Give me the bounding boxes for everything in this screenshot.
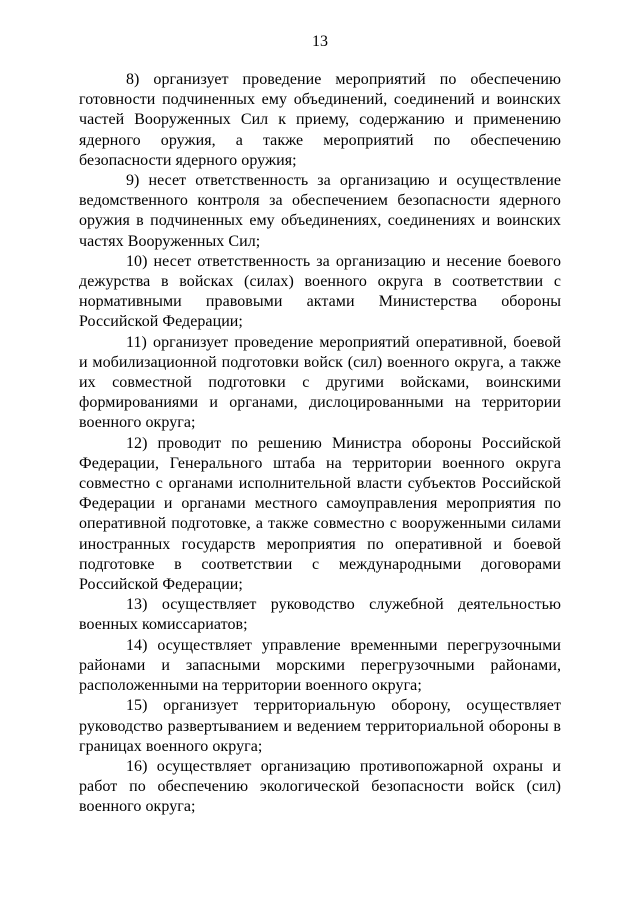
document-body bbox=[79, 70, 561, 818]
list-item: 16) осуществляет организацию противопожарной охраны и работ по обеспечению экологической безопасности войск (сил) военного округа; bbox=[79, 757, 561, 816]
list-item: 13) осуществляет руководство служебной деятельностью военных комиссариатов; bbox=[79, 596, 561, 634]
list-item: 11) организует проведение мероприятий оперативной, боевой и мобилизационной подготовки войск (сил) военного округа, а также их совместной подготовки с другими войсками, воинскими формированиями и органами, дислоцированными на территории военного округа; bbox=[79, 333, 561, 432]
list-item: 15) организует территориальную оборону, осуществляет руководство развертыванием и ведением территориальной обороны в границах военного округа; bbox=[79, 697, 561, 755]
list-item: 14) осуществляет управление временными перегрузочными районами и запасными морскими перегрузочными районами, расположенными на территории военного округа; bbox=[79, 636, 561, 695]
page-number: 13 bbox=[312, 33, 328, 50]
list-item: 9) несет ответственность за организацию и осуществление ведомственного контроля за обеспечением безопасности ядерного оружия в подчиненных ему объединениях, соединениях и воинских частях Вооруженных Сил; bbox=[79, 172, 561, 250]
list-item: 12) проводит по решению Министра обороны Российской Федерации, Генерального штаба на территории военного округа совместно с органами исполнительной власти субъектов Российской Федерации и органами местного самоуправления мероприятия по оперативной подготовке, а также совместно с вооруженными силами иностранных государств мероприятия по оперативной и боевой подготовке в соответствии с международными договорами Российской Федерации; bbox=[79, 434, 561, 594]
list-item: 8) организует проведение мероприятий по обеспечению готовности подчиненных ему объединений, соединений и воинских частей Вооруженных Сил к приему, содержанию и применению ядерного оружия, а также мероприятий по обеспечению безопасности ядерного оружия; bbox=[79, 71, 561, 169]
list-item: 10) несет ответственность за организацию и несение боевого дежурства в войсках (силах) военного округа в соответствии с нормативными правовыми актами Министерства обороны Российской Федерации; bbox=[79, 252, 561, 331]
